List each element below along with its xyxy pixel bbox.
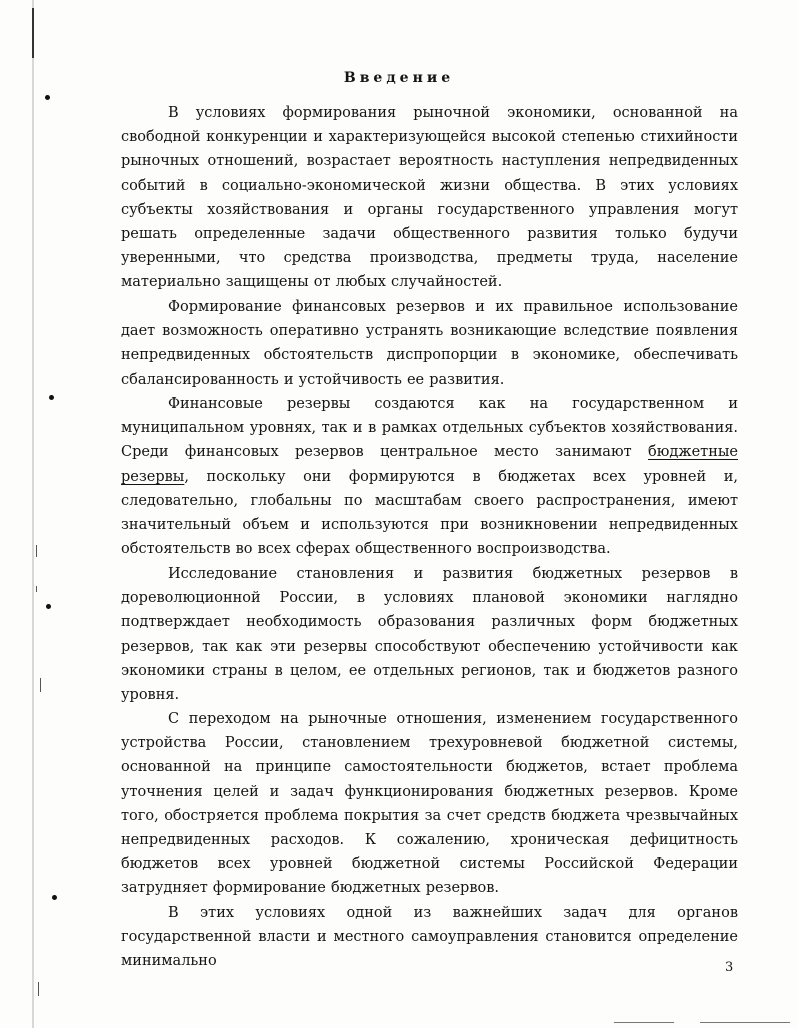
scan-speck	[45, 95, 50, 100]
paragraph-6: В этих условиях одной из важнейших задач для органов государственной власти и местного самоуправления становится определение минимально	[121, 905, 738, 970]
paragraph-3-text: Финансовые резервы создаются как на государственном и муниципальном уровнях, так и в рамках отдельных субъектов хозяйствования. Среди финансовых резервов центральное место занимают	[121, 396, 738, 461]
scan-speck	[52, 895, 57, 900]
paragraph-4: Исследование становления и развития бюджетных резервов в дореволюционной России, в условиях плановой экономики наглядно подтверждает необходимость образования различных форм бюджетных резервов, так как эти резервы способствуют обеспечению устойчивости как экономики страны в целом, ее отдельных регионов, так и бюджетов разного уровня.	[121, 566, 738, 704]
page-number: 3	[725, 960, 734, 975]
paragraph-5: С переходом на рыночные отношения, изменением государственного устройства России, становлением трехуровневой бюджетной системы, основанной на принципе самостоятельности бюджетов, встает проблема уточнения целей и задач функционирования бюджетных резервов. Кроме того, обостряется проблема покрытия за счет средств бюджета чрезвычайных непредвиденных расходов. К сожалению, хроническая дефицитность бюджетов всех уровней бюджетной системы Российской Федерации затрудняет формирование бюджетных резервов.	[121, 711, 738, 897]
paragraph-2: Формирование финансовых резервов и их правильное использование дает возможность оперативно устранять возникающие вследствие появления непредвиденных обстоятельств диспропорции в экономике, обеспечивать сбалансированность и устойчивость ее развития.	[121, 299, 738, 388]
scan-tick	[36, 586, 37, 592]
scan-rule	[614, 1022, 674, 1023]
scan-edge-mark	[32, 8, 34, 58]
scan-edge-line	[32, 0, 34, 1028]
document-title: Введение	[343, 70, 455, 86]
paragraph-3	[121, 392, 738, 561]
paragraph-3-text-end: , поскольку они формируются в бюджетах всех уровней и, следовательно, глобальны по масштабам своего распространения, имеют значительный объем и используются при возникновении непредвиденных обстоятельств во всех сферах общественного воспроизводства.	[121, 468, 738, 558]
scan-tick	[36, 545, 37, 557]
scan-tick	[38, 982, 39, 996]
scan-rule	[700, 1022, 790, 1023]
scan-speck	[46, 604, 51, 609]
paragraph-1: В условиях формирования рыночной экономики, основанной на свободной конкуренции и характеризующейся высокой степенью стихийности рыночных отношений, возрастает вероятность наступления непредвиденных событий в социально-экономической жизни общества. В этих условиях субъекты хозяйствования и органы государственного управления могут решать определенные задачи общественного развития только будучи уверенными, что средства производства, предметы труда, население материально защищены от любых случайностей.	[121, 105, 738, 291]
scan-speck	[49, 395, 54, 400]
scan-tick	[40, 678, 41, 692]
underlined-term: бюджетные резервы	[121, 444, 738, 485]
